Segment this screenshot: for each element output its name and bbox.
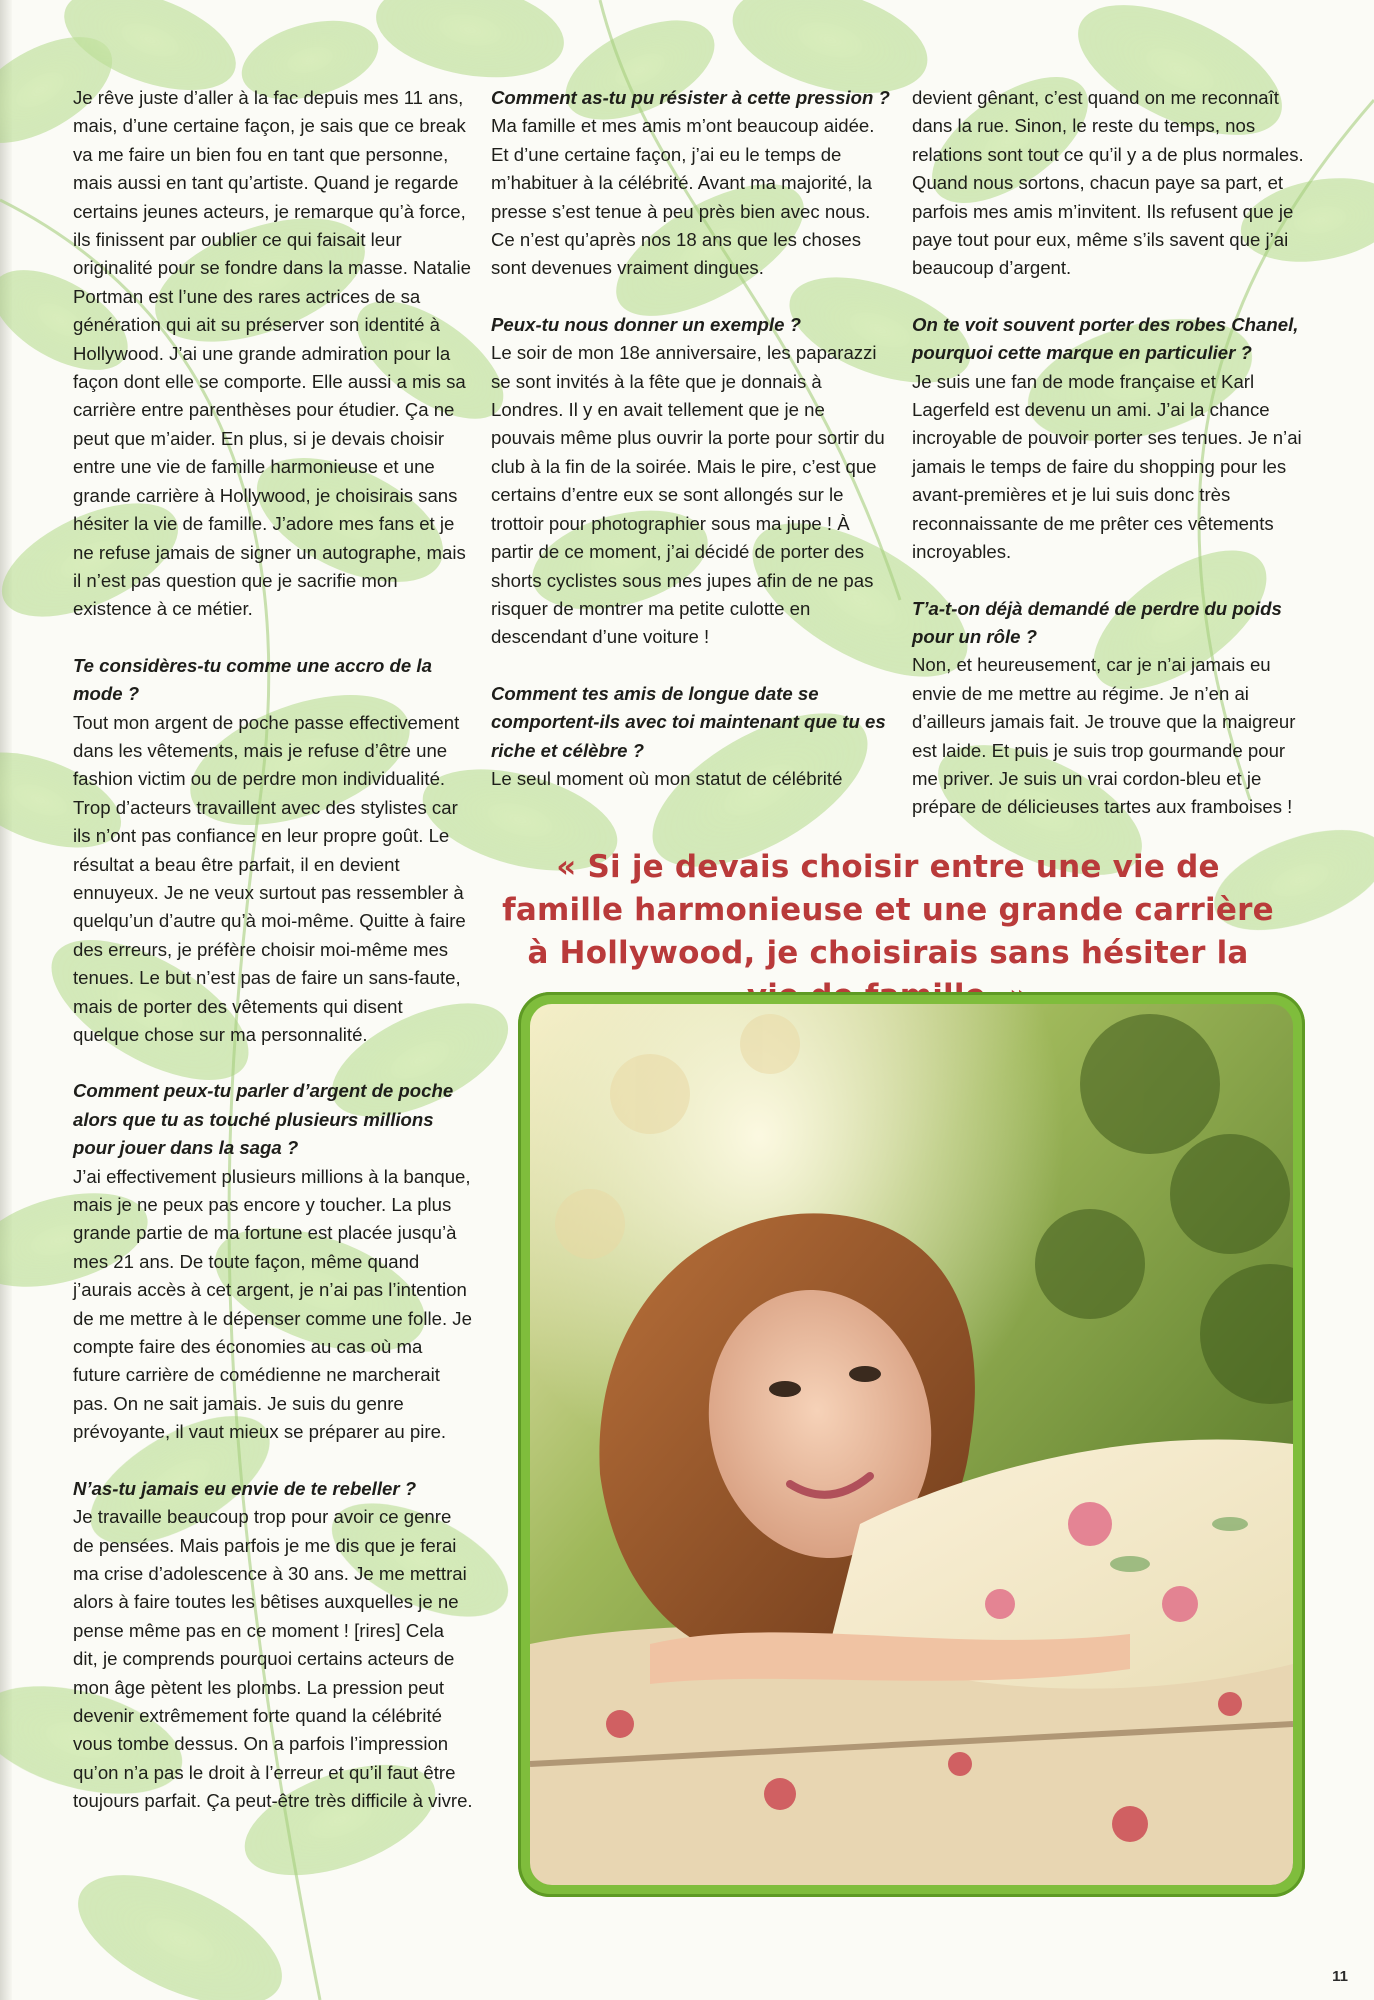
portrait-photo bbox=[530, 1004, 1293, 1885]
question-fashion: Te considères-tu comme une accro de la mode ? bbox=[73, 654, 432, 705]
intro-paragraph: Je rêve juste d’aller à la fac depuis mes 11 ans, mais, d’une certaine façon, je sais que ce break va me faire un bien fou en tant que personne, mais aussi en tant qu’artiste. Quand je regarde certains jeunes acteurs, je remarque qu’à force, ils finissent par oublier ce qui faisait leur originalité pour se fondre dans la masse. Natalie Portman est l’une des rares actrices de sa génération qui ait su préserver son identité à Hollywood. J’ai une grande admiration pour la façon dont elle se comporte. Elle aussi a mis sa carrière entre parenthèses pour étudier. Ça ne peut que m’aider. En plus, si je devais choisir entre une vie de famille harmonieuse et une grande carrière à Hollywood, je choisirais sans hésiter la vie de famille. J’adore mes fans et je ne refuse jamais de signer un autographe, mais il n’est pas question que je sacrifie mon existence à ce métier. bbox=[73, 87, 471, 620]
article-column-2 bbox=[491, 84, 891, 793]
question-chanel: On te voit souvent porter des robes Chanel, pourquoi cette marque en particulier ? bbox=[912, 313, 1299, 364]
question-rebel: N’as-tu jamais eu envie de te rebeller ? bbox=[73, 1477, 417, 1499]
answer-pressure: Ma famille et mes amis m’ont beaucoup aidée. Et d’une certaine façon, j’ai eu le temps de m’habituer à la célébrité. Avant ma majorité, la presse s’est tenue à peu près bien avec nous. Ce n’est qu’après nos 18 ans que les choses sont devenues vraiment dingues. bbox=[491, 115, 875, 279]
answer-friends-start: Le seul moment où mon statut de célébrité bbox=[491, 767, 843, 789]
question-pressure: Comment as-tu pu résister à cette pression ? bbox=[491, 87, 890, 108]
photo-frame bbox=[518, 992, 1305, 1897]
answer-example: Le soir de mon 18e anniversaire, les paparazzi se sont invités à la fête que je donnais à Londres. Il y en avait tellement que je ne pouvais même plus ouvrir la porte pour sortir du club à la fin de la soirée. Mais le pire, c’est que certains d’entre eux se sont allongés sur le trottoir pour photographier sous ma jupe ! À partir de ce moment, j’ai décidé de porter des shorts cyclistes sous mes jupes afin de ne pas risquer de montrer ma petite culotte en descendant d’une voiture ! bbox=[491, 342, 885, 648]
article-column-3 bbox=[912, 84, 1312, 822]
answer-weight: Non, et heureusement, car je n’ai jamais eu envie de me mettre au régime. Je n’en ai d’ailleurs jamais fait. Je trouve que la maigreur est laide. Et puis je suis trop gourmande pour me priver. Je suis un vrai cordon-bleu et je prépare de délicieuses tartes aux framboises ! bbox=[912, 654, 1296, 818]
answer-rebel: Je travaille beaucoup trop pour avoir ce genre de pensées. Mais parfois je me dis que je ferai ma crise d’adolescence à 30 ans. Je me mettrai alors à faire toutes les bêtises auxquelles je ne pense même pas en ce moment ! [rires] Cela dit, je comprends pourquoi certains acteurs de mon âge pètent les plombs. La pression peut devenir extrêmement forte quand la célébrité vous tombe dessus. On a parfois l’impression qu’on n’a pas le droit à l’erreur et qu’il faut être toujours parfait. Ça peut-être très difficile à vivre. bbox=[73, 1506, 473, 1812]
page-number: 11 bbox=[1332, 1968, 1348, 1985]
portrait-illustration bbox=[530, 1004, 1293, 1885]
answer-chanel: Je suis une fan de mode française et Karl Lagerfeld est devenu un ami. J’ai la chance incroyable de pouvoir porter ses tenues. Je n’ai jamais le temps de faire du shopping pour les avant-premières et je lui suis donc très reconnaissante de me prêter ces vêtements incroyables. bbox=[912, 370, 1302, 563]
answer-fashion: Tout mon argent de poche passe effectivement dans les vêtements, mais je refuse d’être une fashion victim ou de perdre mon individualité. Trop d’acteurs travaillent avec des stylistes car ils n’ont pas confiance en leur propre goût. Le résultat a beau être parfait, il en devient ennuyeux. Je ne veux surtout pas ressembler à quelqu’un d’autre qu’à moi-même. Quitte à faire des erreurs, je préfère choisir moi-même mes tenues. Le but n’est pas de faire un sans-faute, mais de porter des vêtements qui disent quelque chose sur ma personnalité. bbox=[73, 711, 466, 1045]
question-weight: T’a-t-on déjà demandé de perdre du poids pour un rôle ? bbox=[912, 597, 1282, 647]
question-pocket-money: Comment peux-tu parler d’argent de poche alors que tu as touché plusieurs millions pour jouer dans la saga ? bbox=[73, 1080, 454, 1159]
pull-quote: « Si je devais choisir entre une vie de famille harmonieuse et une grande carrière à Hollywood, je choisirais sans hésiter la bbox=[502, 849, 1274, 971]
answer-friends-continued: devient gênant, c’est quand on me reconnaît dans la rue. Sinon, le reste du temps, nos relations sont tout ce qu’il y a de plus normales. Quand nous sortons, chacun paye sa part, et parfois mes amis m’invitent. Ils refusent que je paye tout pour eux, même s’ils savent que j’ai beaucoup d’argent. bbox=[912, 87, 1304, 279]
question-example: Peux-tu nous donner un exemple ? bbox=[491, 313, 801, 335]
answer-pocket-money: J’ai effectivement plusieurs millions à la banque, mais je ne peux pas encore y toucher. La plus grande partie de ma fortune est placée jusqu’à mes 21 ans. De toute façon, même quand j’aurais accès à cet argent, je n’ai pas l’intention de me mettre à le dépenser comme une folle. Je compte faire des économies au cas où ma future carrière de comédienne ne marcherait pas. On ne sait jamais. Je suis du genre prévoyante, il vaut mieux se préparer au pire. bbox=[73, 1165, 472, 1443]
article-column-1 bbox=[73, 84, 473, 1816]
question-friends: Comment tes amis de longue date se comportent-ils avec toi maintenant que tu es riche et célèbre ? bbox=[491, 682, 886, 761]
